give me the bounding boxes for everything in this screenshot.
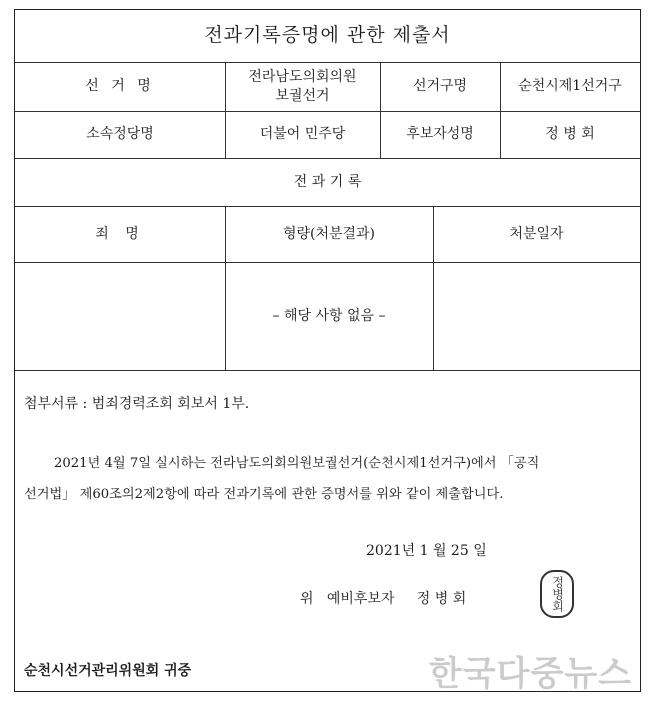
submission-date: 2021년 1 월 25 일 — [366, 543, 487, 559]
document-title: 전과기록증명에 관한 제출서 — [204, 24, 451, 47]
date-column-header: 처분일자 — [509, 225, 564, 242]
signer-line: 위 예비후보자 정 병 회 — [300, 591, 467, 607]
body-line-1: 2021년 4월 7일 실시하는 전라남도의회의원보궐선거(순천시제1선거구)에서 「공직 — [54, 456, 540, 471]
election-name-label: 선 거 명 — [85, 78, 155, 95]
candidate-value: 정 병 회 — [545, 126, 595, 143]
party-value: 더불어 민주당 — [259, 126, 346, 143]
body-line-2: 선거법」 제60조의2제2항에 따라 전과기록에 관한 증명서를 위와 같이 제출합니다. — [24, 487, 504, 502]
no-record-notice: – 해당 사항 없음 – — [272, 307, 386, 324]
record-section-header: 전 과 기 록 — [293, 173, 362, 190]
penalty-column-header: 형량(처분결과) — [282, 225, 376, 242]
watermark: 한국다중뉴스 — [428, 654, 632, 694]
election-name-value: 전라남도의회의원 보궐선거 — [248, 68, 357, 104]
district-label: 선거구명 — [412, 78, 468, 95]
seal-stamp: 정병회 — [540, 570, 574, 618]
attachment-line: 첨부서류 : 범죄경력조회 회보서 1부. — [24, 396, 250, 412]
recipient: 순천시선거관리위원회 귀중 — [24, 663, 192, 679]
party-label: 소속정당명 — [86, 126, 154, 143]
district-value: 순천시제1선거구 — [518, 78, 622, 95]
crime-column-header: 죄 명 — [95, 225, 145, 242]
candidate-label: 후보자성명 — [406, 126, 474, 143]
